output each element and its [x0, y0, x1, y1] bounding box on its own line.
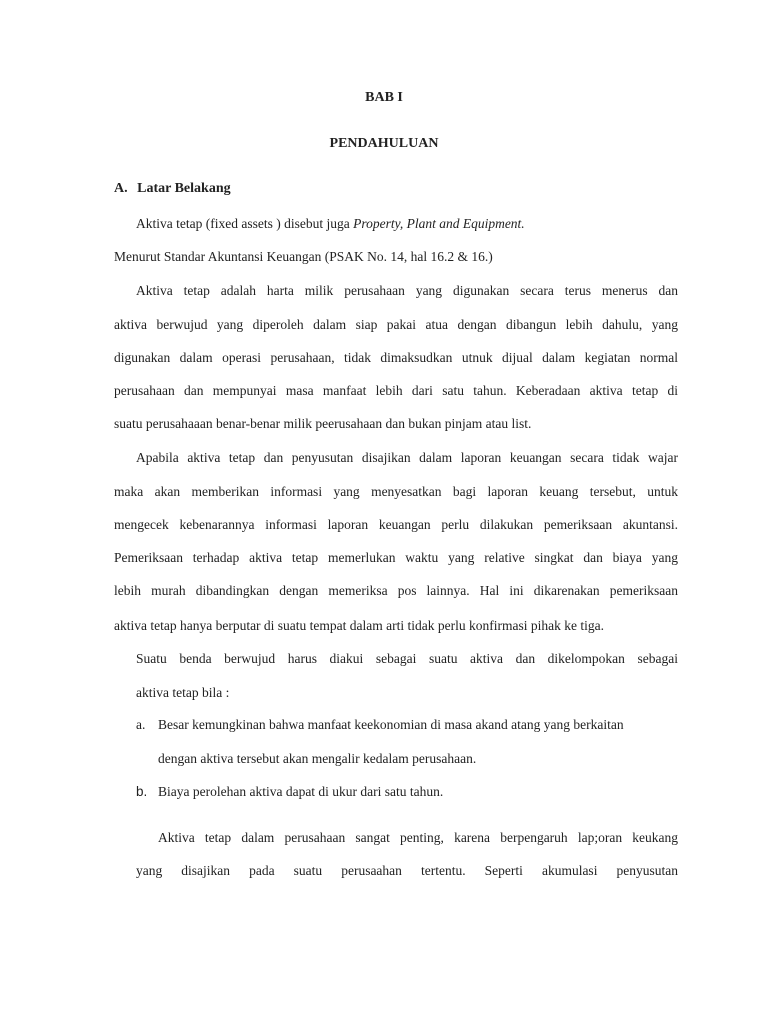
paragraph-2-line-1: Aktiva tetap adalah harta milik perusahaan yang digunakan secara terus menerus dan [136, 283, 678, 298]
paragraph-4-line-2: aktiva tetap bila : [136, 685, 230, 700]
section-heading [114, 180, 231, 198]
paragraph-3-line-6: aktiva tetap hanya berputar di suatu tempat dalam arti tidak perlu konfirmasi pihak ke tiga. [114, 618, 604, 633]
paragraph-2-line-2: aktiva berwujud yang diperoleh dalam siap pakai atua dengan dibangun lebih dahulu, yang [114, 317, 678, 332]
paragraph-2-line-3: digunakan dalam operasi perusahaan, tidak dimaksudkan utnuk dijual dalam kegiatan normal [114, 350, 678, 365]
paragraph-4-line-1: Suatu benda berwujud harus diakui sebagai suatu aktiva dan dikelompokan sebagai [136, 651, 678, 666]
paragraph-1-line-2: Menurut Standar Akuntansi Keuangan (PSAK No. 14, hal 16.2 & 16.) [114, 249, 493, 264]
paragraph-1-italic-term: Property, Plant and Equipment. [353, 216, 525, 231]
paragraph-2-line-5: suatu perusahaaan benar-benar milik peerusahaan dan bukan pinjam atau list. [114, 416, 532, 431]
list-item-b-line-1: Biaya perolehan aktiva dapat di ukur dari satu tahun. [158, 784, 444, 799]
paragraph-3-line-5: lebih murah dibandingkan dengan memeriksa pos lainnya. Hal ini dikarenakan pemeriksaan [114, 583, 678, 598]
chapter-heading: BAB I [365, 90, 403, 105]
list-marker-a: a. [136, 717, 146, 732]
list-item-a-line-2: dengan aktiva tersebut akan mengalir kedalam perusahaan. [158, 751, 477, 766]
paragraph-3-line-4: Pemeriksaan terhadap aktiva tetap memerlukan waktu yang relative singkat dan biaya yang [114, 550, 678, 565]
paragraph-3-line-3: mengecek kebenarannya informasi laporan keuangan perlu dilakukan pemeriksaan akuntansi. [114, 517, 678, 532]
paragraph-3-line-2: maka akan memberikan informasi yang menyesatkan bagi laporan keuang tersebut, untuk [114, 484, 678, 499]
paragraph-1-text: Aktiva tetap (fixed assets ) disebut juga [136, 216, 354, 231]
paragraph-3-line-1: Apabila aktiva tetap dan penyusutan disajikan dalam laporan keuangan secara tidak wajar [136, 450, 678, 465]
paragraph-5-line-1: Aktiva tetap dalam perusahaan sangat penting, karena berpengaruh lap;oran keukang [158, 830, 678, 845]
paragraph-1-line-1 [136, 215, 525, 233]
paragraph-2-line-4: perusahaan dan mempunyai masa manfaat lebih dari satu tahun. Keberadaan aktiva tetap di [114, 383, 678, 398]
list-item-a-line-1: Besar kemungkinan bahwa manfaat keekonomian di masa akand atang yang berkaitan [158, 717, 624, 732]
list-marker-b: b. [136, 784, 148, 799]
paragraph-5-line-2: yang disajikan pada suatu perusaahan tertentu. Seperti akumulasi penyusutan [136, 863, 678, 878]
chapter-title: PENDAHULUAN [329, 136, 439, 151]
section-title: Latar Belakang [137, 181, 231, 196]
section-label: A. [114, 181, 128, 196]
